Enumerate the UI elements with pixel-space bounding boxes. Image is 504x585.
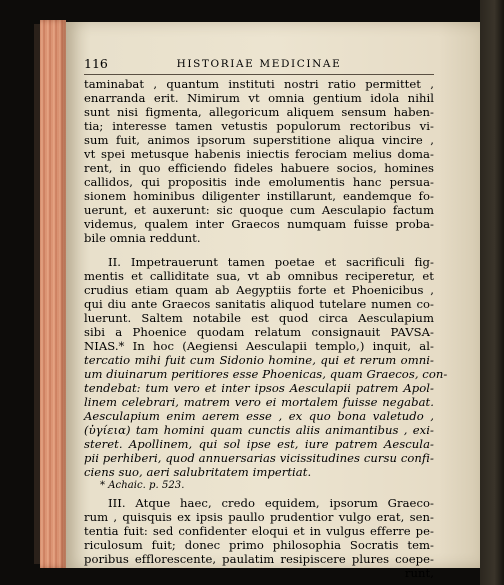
text-line: ciens suo, aeri salubritatem impertiat. xyxy=(84,465,312,479)
text-line: taminabat , quantum instituti nostri ratio permittet , xyxy=(84,77,434,91)
text-line: sibi a Phoenice quodam relatum consignauit PAVSA- xyxy=(84,325,434,339)
page-number: 116 xyxy=(84,56,108,71)
text-line: videmus, qualem inter Graecos numquam fuisse proba- xyxy=(84,217,434,231)
text-line: rum , quisquis ex ipsis paullo prudentior vulgo erat, sen- xyxy=(84,510,434,524)
text-line: sunt nisi figmenta, allegoricum aliquem sensum haben- xyxy=(84,105,434,119)
text-line: luerunt. Saltem notabile est quod circa Aesculapium xyxy=(84,311,434,325)
page-header xyxy=(84,56,434,72)
book-page-edges xyxy=(40,20,66,568)
footnote: * Achaic. p. 523. xyxy=(100,480,185,491)
text-line: sum fuit, animos ipsorum superstitione aliqua vincire , xyxy=(84,133,434,147)
text-line: tentia fuit: sed confidenter eloqui et in vulgus efferre pe- xyxy=(84,524,434,538)
text-line: III. Atque haec, credo equidem, ipsorum Graeco- xyxy=(108,496,434,510)
text-line: um diuinarum peritiores esse Phoenicas, quam Graecos, con- xyxy=(84,367,448,381)
text-line: uerunt, et auxerunt: sic quoque cum Aesculapio factum xyxy=(84,203,434,217)
text-line: enarranda erit. Nimirum vt omnia gentium idola nihil xyxy=(84,91,434,105)
text-line: poribus efflorescente, paulatim resipiscere plures coepe- xyxy=(84,552,434,566)
text-line: bile omnia reddunt. xyxy=(84,231,201,245)
text-line: sionem hominibus diligenter instillarunt, eandemque fo- xyxy=(84,189,434,203)
text-line: callidos, qui propositis inde emolumentis hanc persua- xyxy=(84,175,434,189)
text-line: NIAS.* In hoc (Aegiensi Aesculapii templo,) inquit, al- xyxy=(84,339,434,353)
text-line: crudius etiam quam ab Aegyptiis forte et Phoenicibus , xyxy=(84,283,434,297)
text-line: (ὑγίεια) tam homini quam cunctis aliis animantibus , exi- xyxy=(84,423,434,437)
text-line: vt spei metusque habenis iniectis ferociam melius doma- xyxy=(84,147,434,161)
text-line: mentis et calliditate sua, vt ab omnibus reciperetur, et xyxy=(84,269,434,283)
running-head: HISTORIAE MEDICINAE xyxy=(176,58,342,70)
text-line: riculosum fuit; donec primo philosophia Socratis tem- xyxy=(84,538,434,552)
text-line: rent, in quo efficiendo fideles habuere socios, homines xyxy=(84,161,434,175)
background-right xyxy=(480,0,504,585)
text-line: Aesculapium enim aerem esse , ex quo bona valetudo , xyxy=(84,409,434,423)
text-line: qui diu ante Graecos sanitatis aliquod tutelare numen co- xyxy=(84,297,434,311)
text-line: tia; interesse tamen vetustis populorum rectoribus vi- xyxy=(84,119,434,133)
text-line: linem celebrari, matrem vero ei mortalem fuisse negabat. xyxy=(84,395,434,409)
text-line: pii perhiberi, quod annuersarias vicissitudines cursu confi- xyxy=(84,451,434,465)
text-line: steret. Apollinem, qui sol ipse est, iure patrem Aescula- xyxy=(84,437,434,451)
text-line: tendebat: tum vero et inter ipsos Aesculapii patrem Apol- xyxy=(84,381,434,395)
header-rule xyxy=(84,74,434,75)
text-line: II. Impetrauerunt tamen poetae et sacrificuli fig- xyxy=(108,255,434,269)
text-line: tercatio mihi fuit cum Sidonio homine, qui et rerum omni- xyxy=(84,353,434,367)
text-line: runt, xyxy=(404,566,434,580)
